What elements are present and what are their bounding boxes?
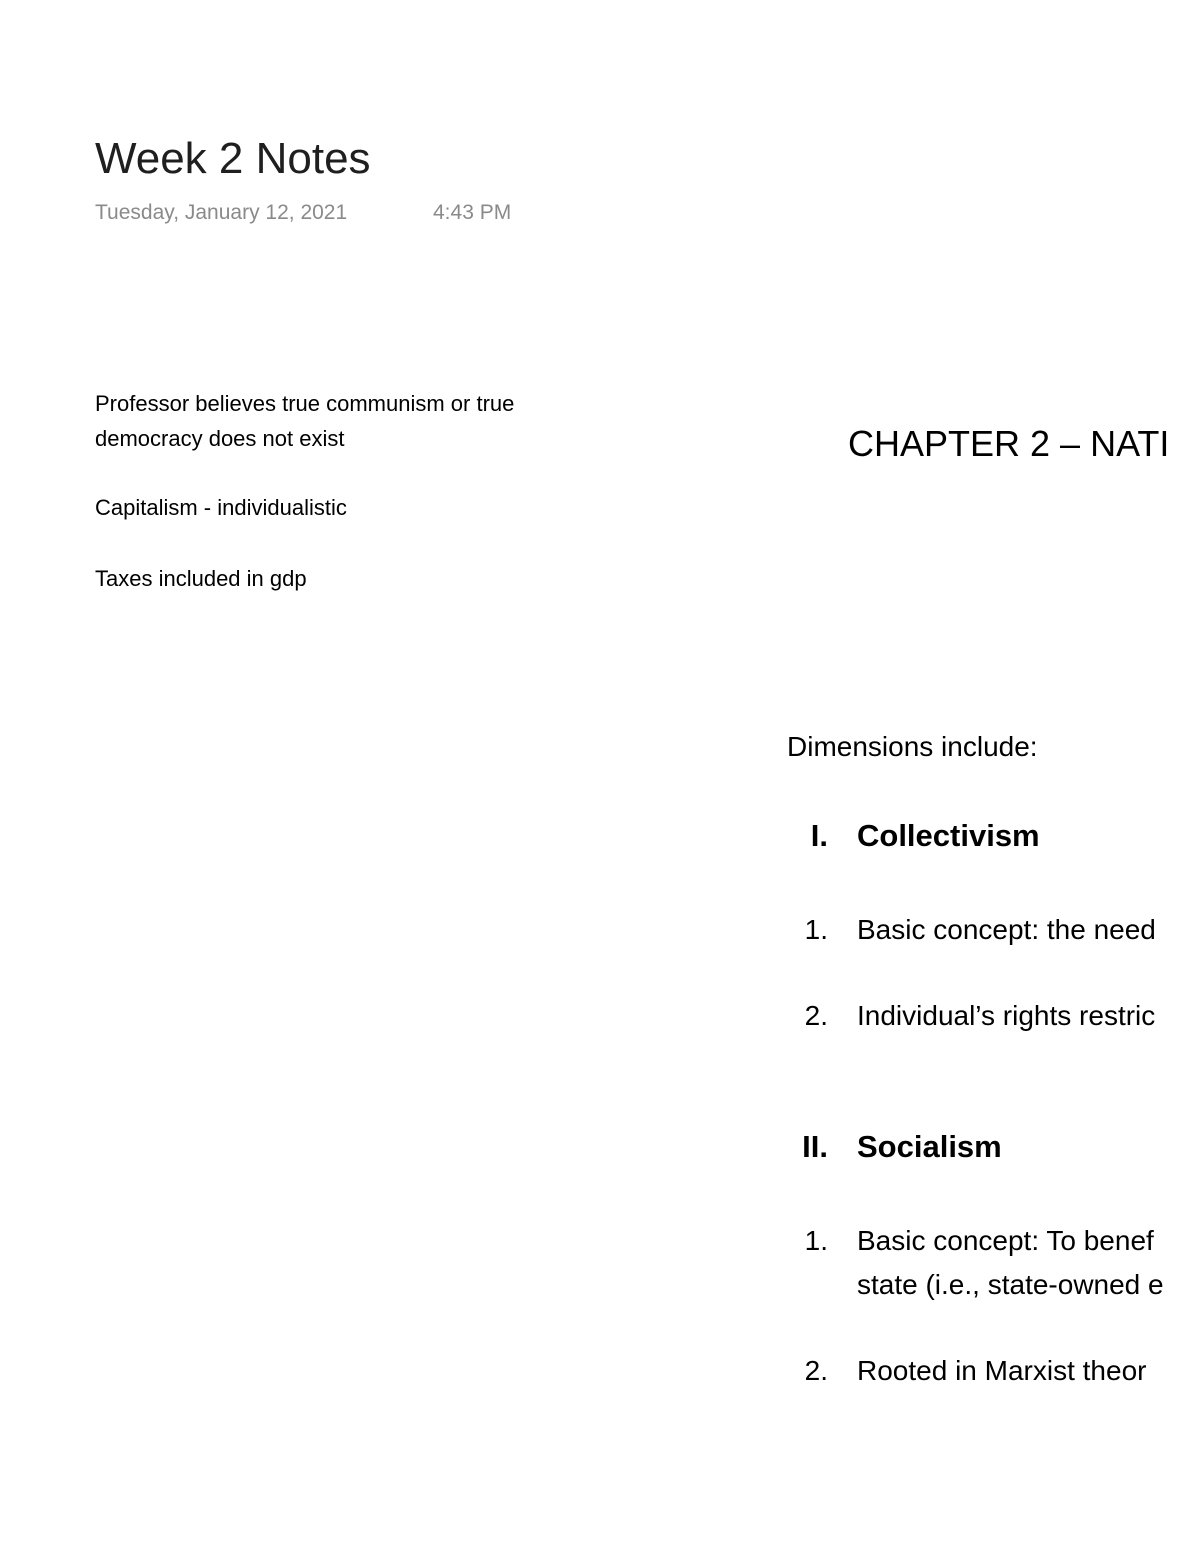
list-item-number: 2. [804, 1000, 828, 1031]
section-title: Collectivism [857, 818, 1040, 853]
list-item-number: 1. [804, 914, 828, 945]
list-item-text: Basic concept: To benef [857, 1225, 1154, 1256]
section-numeral: I. [810, 818, 828, 853]
note-text-line: democracy does not exist [95, 426, 345, 451]
section-numeral: II. [802, 1129, 828, 1164]
note-text-line: Capitalism - individualistic [95, 495, 347, 520]
list-item-text: Individual’s rights restric [857, 1000, 1156, 1031]
dimensions-intro: Dimensions include: [787, 731, 1038, 762]
page-title: Week 2 Notes [95, 134, 371, 183]
note-time: 4:43 PM [433, 201, 512, 224]
chapter-title: CHAPTER 2 – NATI [848, 423, 1170, 464]
note-date: Tuesday, January 12, 2021 [95, 201, 348, 224]
list-item-number: 1. [804, 1225, 828, 1256]
note-text-line: Taxes included in gdp [95, 566, 307, 591]
list-item-text: Basic concept: the need [857, 914, 1156, 945]
list-item-text: state (i.e., state-owned e [857, 1269, 1164, 1300]
note-text-line: Professor believes true communism or true [95, 391, 515, 416]
list-item-number: 2. [804, 1355, 828, 1386]
section-title: Socialism [857, 1129, 1002, 1164]
list-item-text: Rooted in Marxist theor [857, 1355, 1147, 1386]
